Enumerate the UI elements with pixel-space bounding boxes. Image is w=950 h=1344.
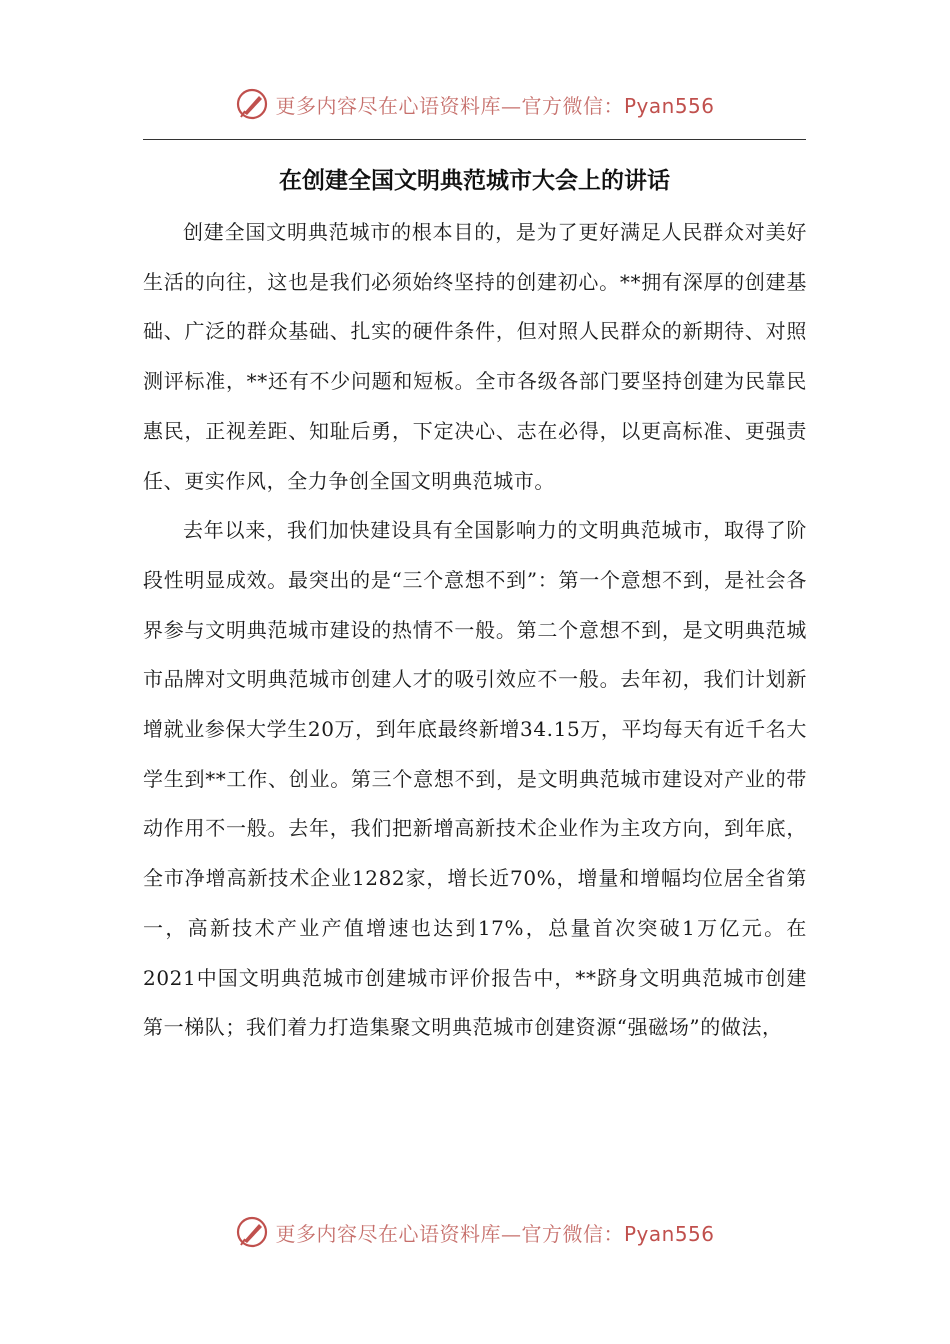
header-divider <box>143 139 806 140</box>
quill-pen-logo-icon <box>235 87 269 121</box>
document-body <box>143 208 807 1053</box>
page-title: 在创建全国文明典范城市大会上的讲话 <box>279 168 670 194</box>
paragraph-1: 创建全国文明典范城市的根本目的，是为了更好满足人民群众对美好生活的向往，这也是我们必须始终坚持的创建初心。**拥有深厚的创建基础、广泛的群众基础、扎实的硬件条件，但对照人民群众的新期待、对照测评标准，**还有不少问题和短板。全市各级各部门要坚持创建为民靠民惠民，正视差距、知耻后勇，下定决心、志在必得，以更高标准、更强责任、更实作风，全力争创全国文明典范城市。 <box>143 220 807 493</box>
footer-banner <box>0 1212 950 1252</box>
header-banner <box>0 84 950 124</box>
quill-pen-logo-icon <box>235 1215 269 1249</box>
footer-banner-text: 更多内容尽在心语资料库—官方微信：Pyan556 <box>275 1221 715 1246</box>
header-banner-text: 更多内容尽在心语资料库—官方微信：Pyan556 <box>275 93 715 118</box>
paragraph-2: 去年以来，我们加快建设具有全国影响力的文明典范城市，取得了阶段性明显成效。最突出的是“三个意想不到”：第一个意想不到，是社会各界参与文明典范城市建设的热情不一般。第二个意想不到，是文明典范城市品牌对文明典范城市创建人才的吸引效应不一般。去年初，我们计划新增就业参保大学生20万，到年底最终新增34.15万，平均每天有近千名大学生到**工作、创业。第三个意想不到，是文明典范城市建设对产业的带动作用不一般。去年，我们把新增高新技术企业作为主攻方向，到年底，全市净增高新技术企业1282家，增长近70%，增量和增幅均位居全省第一，高新技术产业产值增速也达到17%，总量首次突破1万亿元。在2021中国文明典范城市创建城市评价报告中，**跻身文明典范城市创建第一梯队；我们着力打造集聚文明典范城市创建资源“强磁场”的做法， <box>143 518 807 1040</box>
